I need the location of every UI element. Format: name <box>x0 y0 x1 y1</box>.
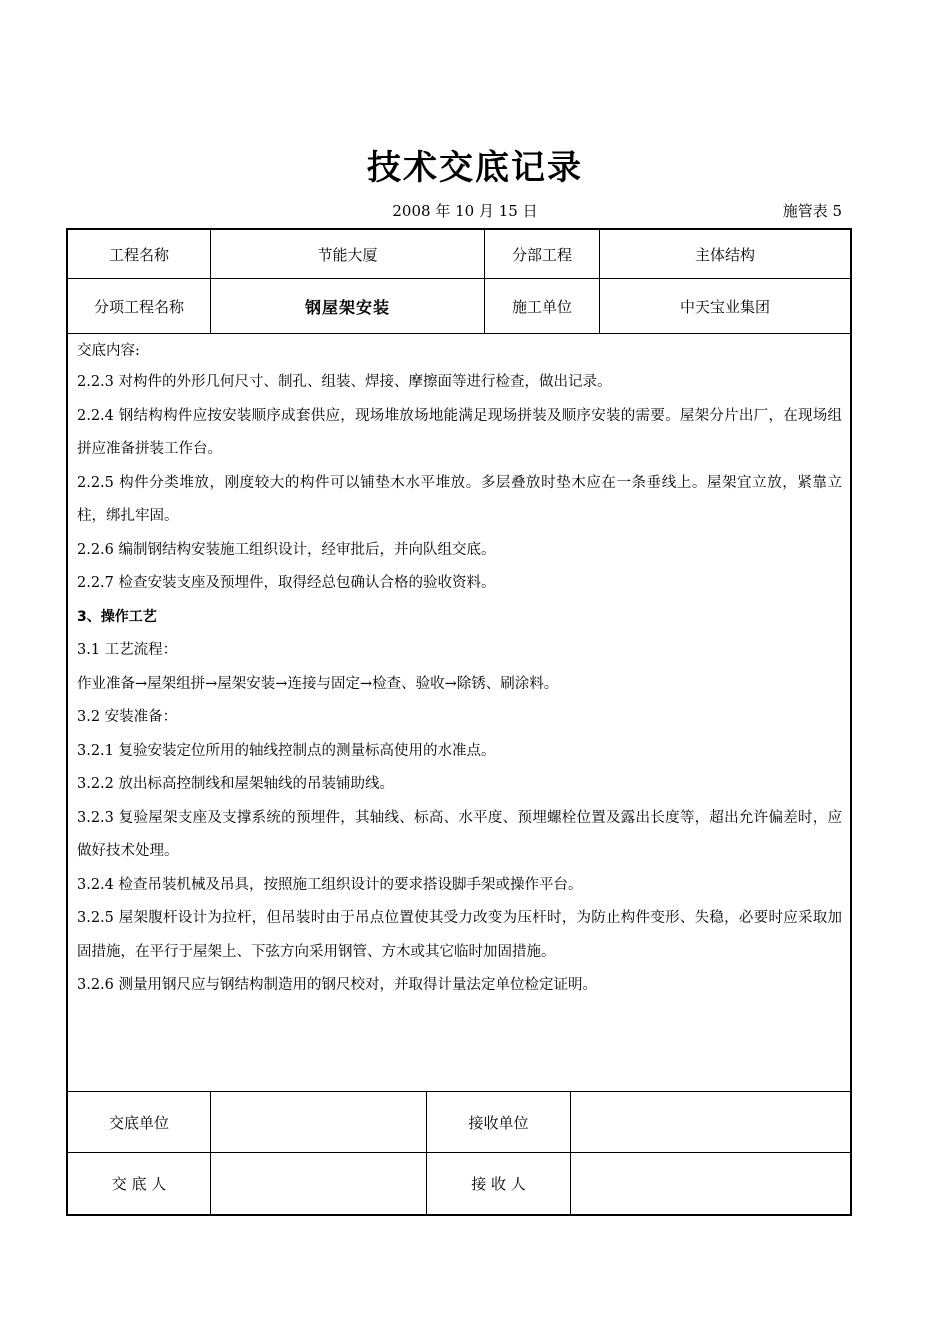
record-date: 2008 年 10 月 15 日 <box>392 202 538 220</box>
receiver-unit-field[interactable] <box>571 1092 850 1152</box>
receiver-unit-label: 接收单位 <box>468 1113 529 1132</box>
issuer-unit-label: 交底单位 <box>108 1113 169 1132</box>
record-table <box>66 228 852 1216</box>
content-paragraph: 3.2 安装准备： <box>77 709 178 725</box>
division-label: 分部工程 <box>511 245 572 264</box>
page-title: 技术交底记录 <box>367 148 583 188</box>
project-name-label: 工程名称 <box>108 245 169 264</box>
content-paragraph: 3.2.1 复验安装定位所用的轴线控制点的测量标高使用的水准点。 <box>77 742 496 759</box>
content-paragraph: 3.2.5 屋架腹杆设计为拉杆，但吊装时由于吊点位置使其受力改变为压杆时，为防止构件变形、失稳，必要时应采取加固措施，在平行于屋架上、下弦方向采用钢管、方木或其它临时加固措施。 <box>77 910 842 960</box>
content-paragraph: 2.2.5 构件分类堆放，刚度较大的构件可以铺垫木水平堆放。多层叠放时垫木应在一条垂线上。屋架宜立放，紧靠立柱，绑扎牢固。 <box>77 474 842 524</box>
issuer-unit-field[interactable] <box>211 1092 426 1152</box>
issuer-signature-field[interactable] <box>211 1153 426 1214</box>
contractor-label: 施工单位 <box>511 297 572 316</box>
receiver-signature-field[interactable] <box>571 1153 850 1214</box>
content-label: 交底内容: <box>77 343 140 359</box>
project-name-value: 节能大厦 <box>317 245 378 264</box>
content-paragraph: 3.2.6 测量用钢尺应与钢结构制造用的钢尺校对，并取得计量法定单位检定证明。 <box>77 977 598 993</box>
issuer-label: 交 底 人 <box>111 1175 167 1193</box>
contractor-value: 中天宝业集团 <box>679 297 770 316</box>
content-paragraph: 2.2.7 检查安装支座及预埋件，取得经总包确认合格的验收资料。 <box>77 575 496 591</box>
subitem-label: 分项工程名称 <box>93 297 184 316</box>
content-paragraph: 作业准备→屋架组拼→屋架安装→连接与固定→检查、验收→除锈、刷涂料。 <box>77 675 559 692</box>
row-divider <box>68 333 850 334</box>
subitem-value: 钢屋架安装 <box>304 297 390 317</box>
section-heading: 3、操作工艺 <box>77 608 157 625</box>
content-paragraph: 3.1 工艺流程： <box>77 642 178 658</box>
content-paragraph: 2.2.6 编制钢结构安装施工组织设计，经审批后，并向队组交底。 <box>77 541 496 558</box>
form-number: 施管表 5 <box>782 202 842 220</box>
content-paragraph: 2.2.4 钢结构构件应按安装顺序成套供应，现场堆放场地能满足现场拼装及顺序安装的需要。屋架分片出厂，在现场组拼应准备拼装工作台。 <box>77 407 842 457</box>
disclosure-content <box>77 336 842 1003</box>
content-paragraph: 3.2.3 复验屋架支座及支撑系统的预埋件，其轴线、标高、水平度、预埋螺栓位置及露出长度等，超出允许偏差时，应做好技术处理。 <box>77 809 842 859</box>
content-paragraph: 3.2.2 放出标高控制线和屋架轴线的吊装铺助线。 <box>77 776 395 792</box>
content-paragraph: 3.2.4 检查吊装机械及吊具，按照施工组织设计的要求搭设脚手架或操作平台。 <box>77 876 583 893</box>
receiver-label: 接 收 人 <box>471 1175 526 1193</box>
content-paragraph: 2.2.3 对构件的外形几何尺寸、制孔、组装、焊接、摩擦面等进行检查，做出记录。 <box>77 374 612 390</box>
division-value: 主体结构 <box>694 245 755 264</box>
